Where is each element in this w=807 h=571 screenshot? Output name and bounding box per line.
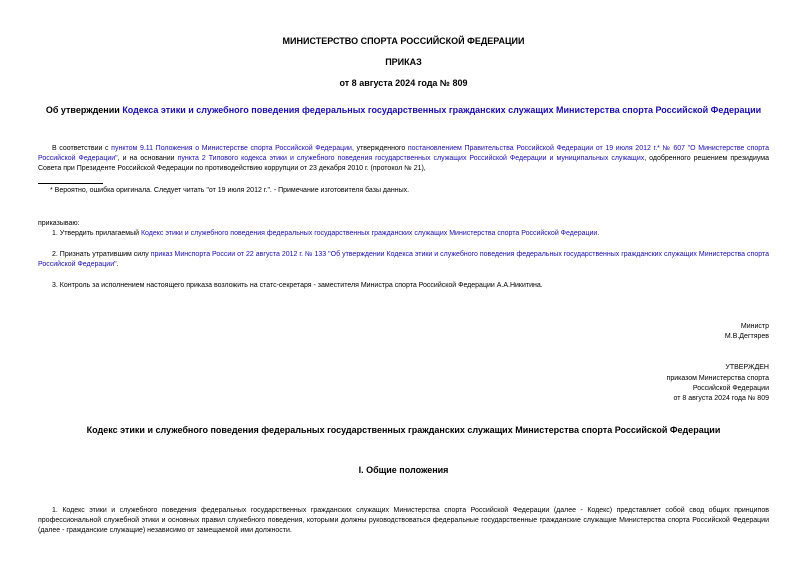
order-title-prefix: Об утверждении	[45, 105, 123, 115]
order-item-2-text: 2. Признать утратившим силу	[52, 251, 151, 258]
order-item-1-end: .	[597, 230, 600, 237]
doc-date-number: от 8 августа 2024 года № 809	[339, 78, 468, 88]
approval-line-2: приказом Министерства спорта	[666, 375, 769, 382]
preamble-text-4: , одобренного решением президиума Совета при Президенте Российской Федерации по противодействию коррупции от 23 декабря 2010 г. (протокол № 21),	[38, 155, 769, 172]
orders-intro: приказываю:	[38, 220, 80, 227]
order-item-2	[38, 250, 769, 270]
order-item-1-link[interactable]: Кодекс этики и служебного поведения федеральных государственных гражданских служащих Министерства спорта Российской Федерации	[140, 230, 598, 237]
code-paragraph-1: 1. Кодекс этики и служебного поведения федеральных государственных гражданских служащих Министерства спорта Российской Федерации (далее - Кодекс) представляет собой свод общих принципов профессиональной служебной этики и основных правил служебного поведения, которыми должны руководствоваться федеральные государственные гражданские служащие Министерства спорта Российской Федерации (далее - гражданские служащие) независимо от замещаемой ими должности.	[38, 507, 769, 534]
order-item-3: 3. Контроль за исполнением настоящего приказа возложить на статс-секретаря - заместителя Министра спорта Российской Федерации А.А.Никитина.	[52, 282, 543, 289]
order-item-2-end: .	[116, 261, 119, 268]
preamble-text-2: , утвержденного	[351, 145, 408, 152]
doc-type-heading: ПРИКАЗ	[385, 57, 422, 67]
signature-position: Министр	[740, 323, 769, 330]
order-title	[0, 105, 807, 115]
order-item-1-text: 1. Утвердить прилагаемый	[52, 230, 141, 237]
footnote: * Вероятно, ошибка оригинала. Следует читать "от 19 июля 2012 г.". - Примечание изготовителя базы данных.	[50, 187, 410, 194]
approval-stamp: УТВЕРЖДЕН	[725, 364, 769, 371]
section-heading-general: I. Общие положения	[358, 465, 449, 475]
approval-line-4: от 8 августа 2024 года № 809	[673, 395, 769, 402]
order-item-2-link[interactable]: приказ Минспорта России от 22 августа 2012 г. № 133 "Об утверждении Кодекса этики и служебного поведения федеральных государственных гражданских служащих Министерства спорта Российской Федерации"	[38, 251, 769, 268]
preamble-link-typical-code[interactable]: пункта 2 Типового кодекса этики и служебного поведения государственных служащих Российской Федерации и муниципальных служащих	[177, 155, 645, 162]
footnote-divider	[38, 183, 103, 184]
ministry-heading: МИНИСТЕРСТВО СПОРТА РОССИЙСКОЙ ФЕДЕРАЦИИ	[282, 36, 525, 46]
signature-name: М.В.Дегтярев	[724, 333, 769, 340]
order-item-1	[52, 229, 769, 239]
preamble-text-3: , и на основании	[117, 155, 178, 162]
preamble-link-resolution[interactable]: постановлением Правительства Российской Федерации от 19 июля 2012 г.* № 607 "О Министерстве спорта Российской Федерации"	[38, 145, 769, 162]
preamble-text-1: В соответствии с	[52, 145, 112, 152]
order-title-link[interactable]: Кодекса этики и служебного поведения федеральных государственных гражданских служащих Министерства спорта Российской Федерации	[122, 105, 762, 115]
code-title: Кодекс этики и служебного поведения федеральных государственных гражданских служащих Министерства спорта Российской Федерации	[86, 425, 721, 435]
preamble-paragraph	[38, 144, 769, 174]
preamble-link-regulation[interactable]: пунктом 9.11 Положения о Министерстве спорта Российской Федерации	[111, 145, 352, 152]
approval-line-3: Российской Федерации	[692, 385, 769, 392]
